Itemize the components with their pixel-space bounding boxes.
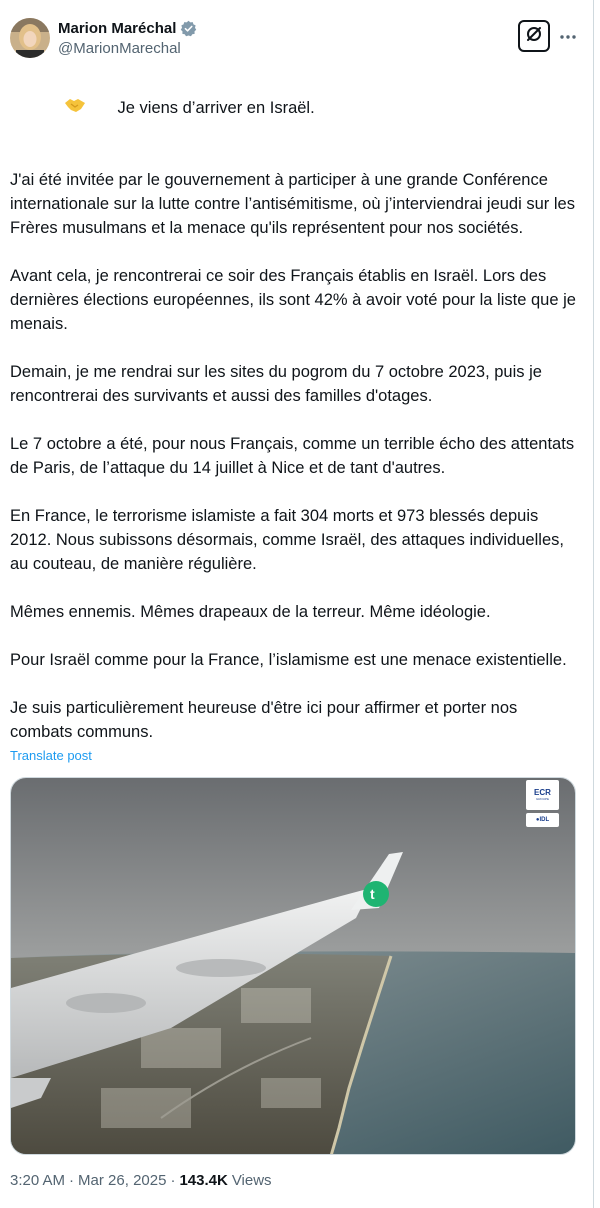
tweet-meta <box>10 1172 272 1189</box>
svg-text:t: t <box>370 886 375 902</box>
tweet-paragraph: Demain, je me rendrai sur les sites du pogrom du 7 octobre 2023, puis je rencontrerai des survivants et aussi des familles d'otages. <box>10 363 547 405</box>
author-block <box>58 20 197 57</box>
tweet-first-line <box>10 72 582 144</box>
timeline-border <box>593 0 600 1208</box>
verified-badge-icon <box>180 20 197 37</box>
tweet-text <box>10 72 582 744</box>
tweet-paragraph: Le 7 octobre a été, pour nous Français, comme un terrible écho des attentats de Paris, de l’attaque du 14 juillet à Nice et de tant d'autres. <box>10 435 579 477</box>
ecr-logo-text: ECR <box>534 788 551 797</box>
idl-logo: ●IDL <box>526 813 559 827</box>
handshake-icon <box>36 72 86 144</box>
tweet-paragraph: En France, le terrorisme islamiste a fait 304 morts et 973 blessés depuis 2012. Nous subissons désormais, comme Israël, des attaques individuelles, au couteau, de manière régulière. <box>10 507 569 573</box>
tweet-time[interactable]: 3:20 AM <box>10 1172 66 1189</box>
author-handle[interactable]: @MarionMarechal <box>58 40 181 57</box>
tweet-first-line-text: Je viens d’arriver en Israël. <box>117 99 315 117</box>
grok-button[interactable] <box>518 20 550 52</box>
tweet-paragraph: Mêmes ennemis. Mêmes drapeaux de la terreur. Même idéologie. <box>10 603 491 621</box>
views-label: Views <box>231 1172 272 1189</box>
more-options-button[interactable] <box>556 24 580 48</box>
translate-post-link[interactable]: Translate post <box>10 748 92 763</box>
tweet-paragraph: Pour Israël comme pour la France, l’islamisme est une menace existentielle. <box>10 651 567 669</box>
author-display-name[interactable]: Marion Maréchal <box>58 20 177 37</box>
more-dots-icon <box>559 27 577 45</box>
french-flag-icon <box>10 101 30 115</box>
avatar[interactable] <box>10 18 50 58</box>
tweet-paragraph: Je suis particulièrement heureuse d'être ici pour affirmer et porter nos combats communs. <box>10 699 522 741</box>
ecr-logo <box>526 780 559 810</box>
meta-separator: · <box>170 1172 176 1189</box>
grok-icon <box>525 25 543 48</box>
meta-separator: · <box>69 1172 75 1189</box>
tweet-media-image[interactable] <box>10 777 576 1155</box>
tweet-header <box>10 18 580 60</box>
ecr-logo-subtext: GROUPE <box>535 797 549 801</box>
views-count: 143.4K <box>179 1172 228 1189</box>
tweet-date[interactable]: Mar 26, 2025 <box>78 1172 167 1189</box>
airplane-wing-photo <box>11 778 576 1155</box>
tweet-paragraph: Avant cela, je rencontrerai ce soir des Français établis en Israël. Lors des dernières élections européennes, ils sont 42% à avoir voté pour la liste que je menais. <box>10 267 581 333</box>
israel-flag-icon <box>92 101 112 115</box>
tweet-paragraph: J'ai été invitée par le gouvernement à participer à une grande Conférence internationale sur la lutte contre l’antisémitisme, où j’interviendrai jeudi sur les Frères musulmans et la menace qu'ils représentent pour nos sociétés. <box>10 171 580 237</box>
